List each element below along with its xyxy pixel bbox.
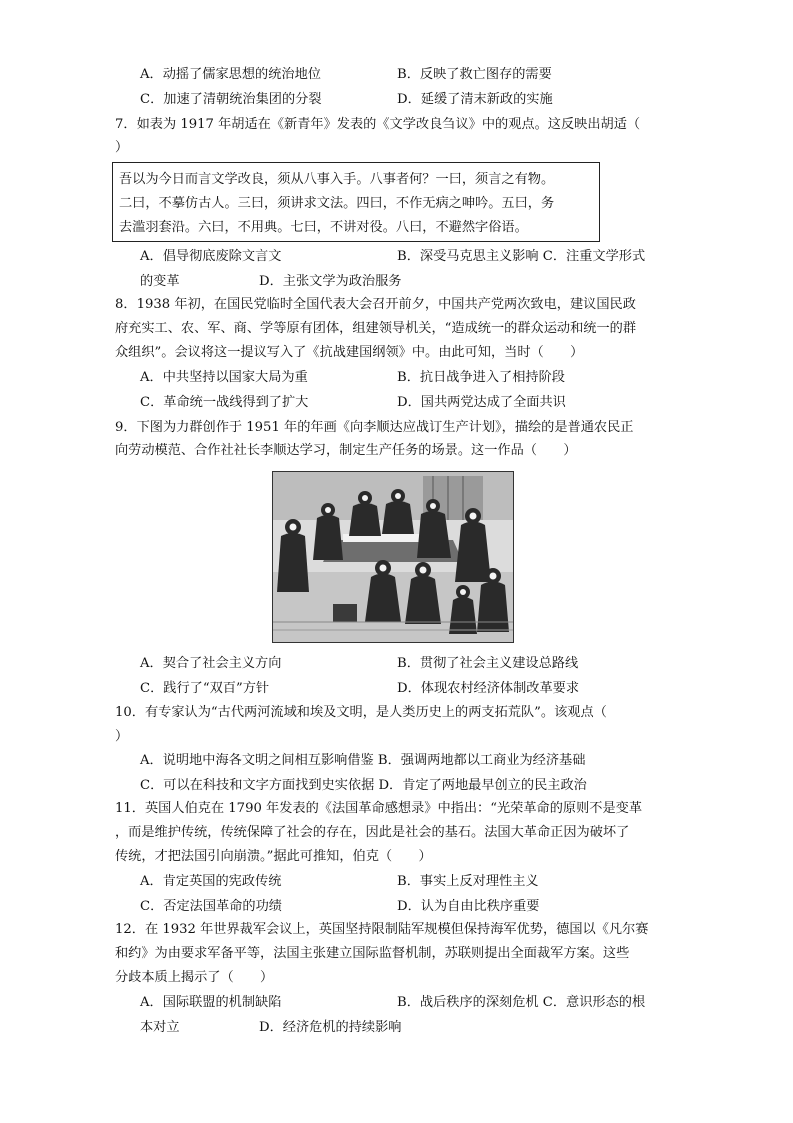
q9-option-a: A．契合了社会主义方向 [140, 656, 282, 671]
q10-option-cd: C．可以在科技和文字方面找到史实依据 D．肯定了两地最早创立的民主政治 [140, 778, 587, 793]
q7-stem-line-2: ） [115, 140, 129, 155]
q8-option-c: C．革命统一战线得到了扩大 [140, 395, 309, 410]
q11-stem-line-2: ，而是维护传统，传统保障了社会的存在，因此是社会的基石。法国大革命正因为破坏了 [115, 825, 630, 840]
q11-stem-line-3: 传统，才把法国引向崩溃。”据此可推知，伯克（ ） [115, 849, 432, 864]
q7-quote-line-1: 吾以为今日而言文学改良，须从八事入手。八事者何？一曰，须言之有物。 [119, 172, 555, 187]
q8-stem-line-1: 8．1938 年初，在国民党临时全国代表大会召开前夕，中国共产党两次致电，建议国民政 [115, 297, 636, 312]
q6-option-c: C．加速了清朝统治集团的分裂 [140, 92, 322, 107]
q11-option-b: B．事实上反对理性主义 [397, 874, 539, 889]
q7-option-a: A．倡导彻底废除文言文 [140, 249, 282, 264]
q9-option-c: C．践行了“双百”方针 [140, 681, 270, 696]
q8-option-a: A．中共坚持以国家大局为重 [140, 370, 308, 385]
q7-quote-line-3: 去滥羽套沿。六曰，不用典。七曰，不讲对役。八曰，不避然字俗语。 [119, 220, 528, 235]
q11-option-c: C．否定法国革命的功绩 [140, 899, 282, 914]
q10-option-ab: A．说明地中海各文明之间相互影响借鉴 B．强调两地都以工商业为经济基础 [140, 753, 586, 768]
q7-option-d: D．主张文学为政治服务 [259, 274, 402, 289]
q12-stem-line-1: 12．在 1932 年世界裁军会议上，英国坚持限制陆军规模但保持海军优势，德国以《凡尔赛 [115, 922, 649, 937]
q11-stem-line-1: 11．英国人伯克在 1790 年发表的《法国革命感想录》中指出：“光荣革命的原则不是变革 [115, 801, 643, 816]
q12-option-bc: B．战后秩序的深刻危机 C．意识形态的根 [397, 995, 646, 1010]
q7-quote-line-2: 二曰，不摹仿古人。三曰，须讲求文法。四曰，不作无病之呻吟。五曰，务 [119, 196, 555, 211]
q12-stem-line-3: 分歧本质上揭示了（ ） [115, 970, 274, 985]
q9-woodcut-illustration [272, 471, 514, 643]
q8-option-b: B．抗日战争进入了相持阶段 [397, 370, 565, 385]
q7-option-bc: B．深受马克思主义影响 C．注重文学形式 [397, 249, 646, 264]
q10-stem-line-2: ） [115, 729, 129, 744]
woodcut-figures-drawing [273, 472, 513, 642]
q9-stem-line-2: 向劳动模范、合作社社长李顺达学习，制定生产任务的场景。这一作品（ ） [115, 443, 577, 458]
q7-stem-line-1: 7．如表为 1917 年胡适在《新青年》发表的《文学改良刍议》中的观点。这反映出胡适（ [115, 117, 641, 132]
q12-option-d: D．经济危机的持续影响 [259, 1020, 402, 1035]
q7-quote-box [112, 162, 600, 242]
q7-option-c-continued: 的变革 [140, 274, 180, 289]
q12-option-c-continued: 本对立 [140, 1020, 180, 1035]
q9-option-b: B．贯彻了社会主义建设总路线 [397, 656, 579, 671]
q11-option-d: D．认为自由比秩序重要 [397, 899, 540, 914]
q11-option-a: A．肯定英国的宪政传统 [140, 874, 282, 889]
q10-stem-line-1: 10．有专家认为“古代两河流域和埃及文明，是人类历史上的两支拓荒队”。该观点（ [115, 705, 607, 720]
q9-option-d: D．体现农村经济体制改革要求 [397, 681, 580, 696]
q9-stem-line-1: 9．下图为力群创作于 1951 年的年画《向李顺达应战订生产计划》，描绘的是普通农民正 [115, 420, 634, 435]
q8-stem-line-3: 众组织”。会议将这一提议写入了《抗战建国纲领》中。由此可知，当时（ ） [115, 345, 584, 360]
q6-option-b: B．反映了救亡图存的需要 [397, 67, 552, 82]
q6-option-d: D．延缓了清末新政的实施 [397, 92, 553, 107]
q8-stem-line-2: 府充实工、农、军、商、学等原有团体，组建领导机关，“造成统一的群众运动和统一的群 [115, 321, 637, 336]
q8-option-d: D．国共两党达成了全面共识 [397, 395, 566, 410]
q6-option-a: A．动摇了儒家思想的统治地位 [140, 67, 321, 82]
q12-option-a: A．国际联盟的机制缺陷 [140, 995, 282, 1010]
q12-stem-line-2: 和约》为由要求军备平等，法国主张建立国际监督机制，苏联则提出全面裁军方案。这些 [115, 946, 630, 961]
